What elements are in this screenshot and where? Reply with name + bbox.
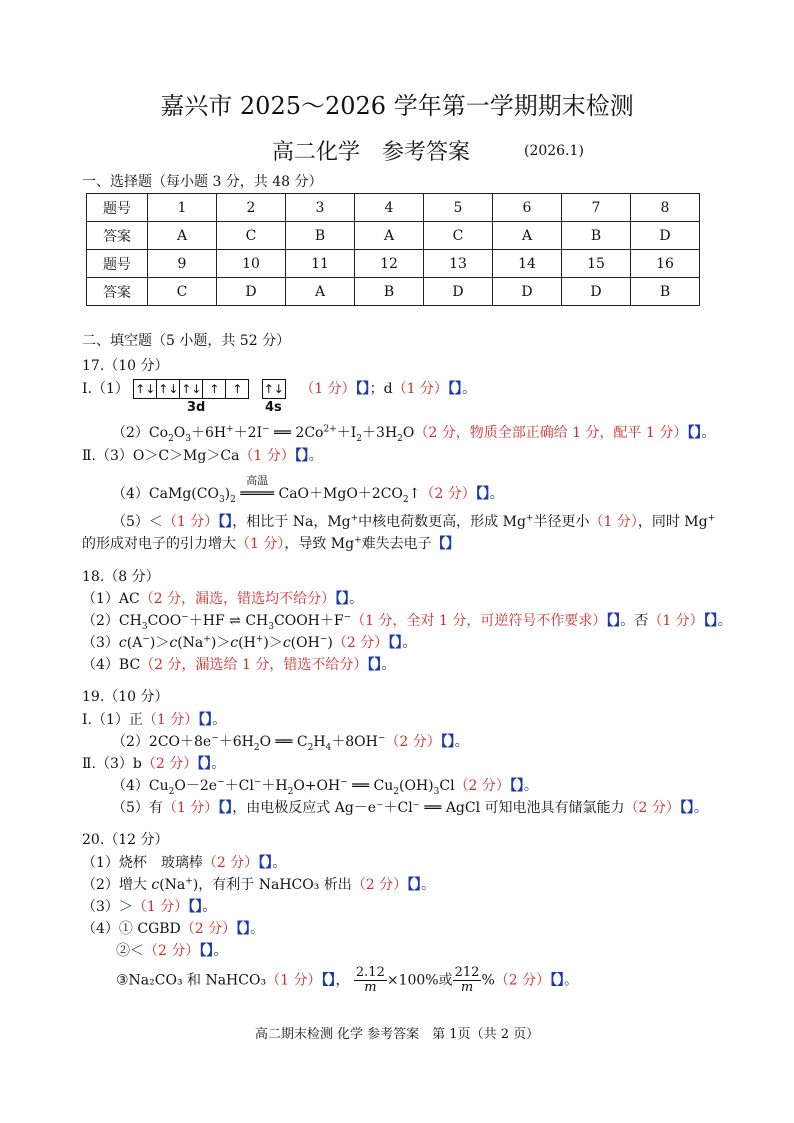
score: （1 分）	[300, 381, 356, 397]
table-cell: 12	[355, 250, 424, 278]
orbital-box-4s	[262, 379, 286, 399]
period: 。	[461, 381, 476, 397]
bracket: 【】	[355, 381, 370, 397]
label-3d: 3d	[187, 400, 206, 415]
q19-part4-label: （4）	[112, 778, 149, 794]
score: （2 分，漏选给 1 分，错选不给分）	[140, 657, 368, 673]
q20-part2-label: （2）增大	[82, 877, 152, 893]
score: （2 分）	[624, 800, 680, 816]
score: （1 分）	[162, 514, 219, 530]
text: 的形成对电子的引力增大	[82, 536, 236, 552]
bracket: 【】	[188, 899, 203, 915]
q20-part3-label: （3）＞	[82, 899, 133, 915]
bracket: 【】	[509, 778, 524, 794]
equation: $Cu_2O-2e^-+Cl^-+H_2O+OH^-$ ══ $Cu_2(OH)_3Cl$	[148, 777, 455, 797]
fraction	[453, 966, 482, 995]
bracket: 【】	[198, 712, 213, 728]
page-title: 嘉兴市 2025～2026 学年第一学期期末检测	[160, 92, 634, 120]
period: 。	[564, 972, 579, 989]
q17-part5: （5）＜（1 分）【】，相比于 Na，Mg+中核电荷数更高，形成 Mg+半径更小（1 分），同时 Mg+	[112, 513, 716, 530]
q17-part1-label: Ⅰ.（1）	[82, 381, 129, 397]
score: （2 分）	[202, 855, 259, 871]
bracket: 【】	[321, 972, 336, 989]
period: 。	[250, 921, 265, 937]
text: ，有利于 NaHCO₃ 析出	[198, 877, 352, 893]
q20-part1-label: （1）烧杯 玻璃棒	[82, 855, 203, 871]
equation: $2CO+8e^-+6H_2O$ ══ $C_2H_4+8OH^-$	[148, 733, 386, 753]
score: （2 分，物质全部正确给 1 分，配平 1 分）	[414, 425, 688, 441]
table-row	[87, 278, 700, 306]
period: 。	[308, 448, 323, 464]
q17-part5-label: （5）＜	[112, 514, 163, 530]
bracket: 【】	[407, 877, 422, 893]
fraction-numerator: 212	[454, 965, 480, 980]
q18-heading: 18.（8 分）	[82, 569, 160, 585]
table-cell-label: 答案	[87, 222, 148, 250]
q20-part4b-label: ②＜	[116, 943, 144, 959]
period: 。	[211, 756, 226, 772]
label-4s: 4s	[265, 400, 282, 415]
period: 。	[701, 425, 716, 441]
table-cell: A	[493, 222, 562, 250]
table-cell: D	[631, 222, 700, 250]
bracket: 【】	[679, 800, 694, 816]
table-cell: B	[286, 222, 355, 250]
q19-heading: 19.（10 分）	[82, 689, 169, 705]
score: （2 分）	[180, 921, 237, 937]
table-cell-label: 答案	[87, 278, 148, 306]
q20-part4b	[116, 940, 227, 960]
bracket: 【】	[475, 486, 490, 502]
q17-part1	[82, 378, 476, 399]
q18-part2	[82, 610, 732, 632]
period: 。	[272, 855, 287, 871]
period: 。	[693, 800, 708, 816]
q20-heading: 20.（12 分）	[82, 832, 169, 848]
table-cell-label: 题号	[87, 250, 148, 278]
text: 半径更小	[533, 514, 590, 530]
period: 。	[421, 877, 436, 893]
q17-heading: 17.（10 分）	[82, 358, 169, 374]
q17-part4-label: （4）	[112, 486, 149, 502]
fraction-denominator: m	[460, 980, 474, 995]
table-cell: D	[424, 278, 493, 306]
q20-part3	[82, 896, 216, 916]
bracket: 【】	[431, 536, 460, 552]
bracket: 【】	[335, 591, 350, 607]
score: （1 分）	[266, 972, 322, 989]
formula: c(Na+)	[151, 876, 199, 893]
table-cell: 11	[286, 250, 355, 278]
text: ，相比于 Na，Mg	[232, 514, 351, 530]
orbital: ↑↓	[263, 382, 284, 396]
text: %	[481, 972, 495, 989]
bracket: 【】	[550, 972, 565, 989]
q17-part2	[112, 422, 715, 444]
q17-part3	[82, 445, 323, 465]
period: 。	[212, 712, 227, 728]
table-cell: A	[148, 222, 217, 250]
text: ×100%或	[386, 972, 453, 989]
table-cell: 7	[562, 194, 631, 222]
q17-part2-label: （2）	[112, 425, 149, 441]
bracket: 【】	[440, 734, 455, 750]
q19-part5-label: （5）有	[112, 800, 163, 816]
table-cell: B	[355, 278, 424, 306]
score: （1 分）	[648, 613, 704, 629]
fraction-denominator: m	[364, 980, 377, 995]
score: （2 分）	[144, 943, 200, 959]
q20-part4c-label: ③Na₂CO₃ 和 NaHCO₃	[116, 972, 267, 989]
score: （1 分）	[589, 514, 638, 530]
equation: $CH_3COO^-+HF$ ⇌ $CH_3COOH+F^-$	[118, 612, 352, 632]
answer-table	[86, 193, 700, 306]
bracket: 【】	[236, 921, 251, 937]
period: 。	[349, 591, 364, 607]
period: 。	[202, 899, 217, 915]
q18-part3	[82, 632, 416, 652]
table-cell-label: 题号	[87, 194, 148, 222]
exam-date: (2026.1)	[524, 143, 584, 159]
page-subtitle: 高二化学 参考答案	[272, 140, 471, 165]
q17-part1-mid: ；d	[369, 381, 393, 397]
table-cell: A	[286, 278, 355, 306]
q19-part4	[112, 775, 538, 797]
bracket: 【】	[447, 381, 462, 397]
period: 。	[402, 635, 417, 651]
period: 。	[213, 943, 228, 959]
q19-part3	[82, 753, 225, 773]
bracket: 【】	[687, 425, 702, 441]
table-cell: 4	[355, 194, 424, 222]
period: 。	[523, 778, 538, 794]
table-cell: 8	[631, 194, 700, 222]
orbital: ↑	[203, 380, 226, 398]
bracket: 【】	[218, 514, 233, 530]
period: 。	[454, 734, 469, 750]
score: （2 分，漏选，错选均不给分）	[139, 591, 336, 607]
score: （2 分）	[351, 877, 408, 893]
table-cell: 13	[424, 250, 493, 278]
score: （1 分）	[132, 899, 189, 915]
score: （1 分，全对 1 分，可逆符号不作要求）	[351, 613, 607, 629]
score: （1 分）	[162, 800, 219, 816]
q19-part1	[82, 709, 226, 729]
score: （2 分）	[385, 734, 441, 750]
text: ，由电极反应式 Ag－e⁻＋Cl⁻ ══ AgCl 可知电池具有储氯能力	[232, 800, 625, 816]
q18-part4-label: （4）BC	[82, 657, 141, 673]
table-cell: 16	[631, 250, 700, 278]
period: 。	[381, 657, 396, 673]
bracket: 【】	[606, 613, 621, 629]
table-cell: C	[148, 278, 217, 306]
fraction	[354, 966, 387, 995]
reaction-condition: 高温	[246, 474, 269, 487]
table-cell: B	[562, 222, 631, 250]
q17-part5-line2: 的形成对电子的引力增大（1 分），导致 Mg+难失去电子【】	[82, 535, 460, 552]
table-cell: C	[424, 222, 493, 250]
section1-heading: 一、选择题（每小题 3 分，共 48 分）	[82, 174, 323, 190]
table-cell: C	[217, 222, 286, 250]
orbital: ↑	[232, 382, 243, 396]
bracket: 【】	[258, 855, 273, 871]
score: （2 分）	[420, 486, 476, 502]
table-row	[87, 250, 700, 278]
orbital: ↑↓	[181, 382, 202, 396]
score: （2 分）	[332, 635, 389, 651]
table-cell: B	[631, 278, 700, 306]
orbital: ↑↓	[135, 382, 156, 396]
q18-part2-label: （2）	[82, 613, 119, 629]
table-cell: 1	[148, 194, 217, 222]
bracket: 【】	[199, 943, 214, 959]
table-row	[87, 222, 700, 250]
score: （1 分）	[142, 712, 199, 728]
table-cell: 3	[286, 194, 355, 222]
text: 。否	[620, 613, 649, 629]
orbital: ↑↓	[158, 382, 179, 396]
bracket: 【】	[197, 756, 212, 772]
orbital-box-3d	[133, 379, 249, 399]
text: ，导致 Mg	[284, 536, 355, 552]
bracket: 【】	[294, 448, 309, 464]
section2-heading: 二、填空题（5 小题，共 52 分）	[82, 333, 291, 349]
fraction-numerator: 2.12	[355, 965, 385, 980]
q18-part4	[82, 654, 395, 674]
q20-part2	[82, 874, 435, 894]
equation: $Co_2O_3+6H^++2I^-$ ══ $2Co^{2+}+I_2+3H_2O$	[148, 424, 415, 444]
score: （1 分）	[239, 448, 295, 464]
table-row	[87, 194, 700, 222]
bracket: 【】	[367, 657, 382, 673]
table-cell: 6	[493, 194, 562, 222]
bracket: 【】	[703, 613, 718, 629]
table-cell: 9	[148, 250, 217, 278]
score: （1 分）	[236, 536, 285, 552]
q18-part3-label: （3）	[82, 635, 119, 651]
table-cell: A	[355, 222, 424, 250]
q18-part1-label: （1）AC	[82, 591, 140, 607]
q19-part2	[112, 731, 469, 753]
text: ，同时 Mg	[637, 514, 708, 530]
table-cell: D	[493, 278, 562, 306]
score: （2 分）	[141, 756, 198, 772]
equation: $CaMg(CO_3)_2$ 高温 ════ $CaO+MgO+2CO_2↑$	[148, 474, 421, 505]
bracket: 【】	[388, 635, 403, 651]
table-cell: 2	[217, 194, 286, 222]
q19-part5	[112, 797, 708, 817]
score: （2 分）	[494, 972, 551, 989]
text: 难失去电子	[361, 536, 432, 552]
equation: c(A−)＞c(Na+)＞c(H+)＞c(OH−)	[118, 634, 333, 651]
table-cell: D	[217, 278, 286, 306]
table-cell: 15	[562, 250, 631, 278]
q20-part4-label: （4）① CGBD	[82, 921, 181, 937]
page-footer: 高二期末检测 化学 参考答案 第 1页（共 2 页）	[254, 1027, 540, 1042]
q20-part1	[82, 852, 286, 872]
q19-part2-label: （2）	[112, 734, 149, 750]
text: 中核电荷数更高，形成 Mg	[358, 514, 526, 530]
table-cell: 10	[217, 250, 286, 278]
period: 。	[717, 613, 732, 629]
q17-part4	[112, 474, 504, 505]
q18-part1	[82, 588, 363, 608]
table-cell: 14	[493, 250, 562, 278]
q20-part4c: ③Na₂CO₃ 和 NaHCO₃（1 分）【】， $\frac{2.12}{m}$ ×100%或 $\frac{212}{m}$ %（2 分）【】。	[116, 965, 579, 995]
q19-part1-label: Ⅰ.（1）正	[82, 712, 143, 728]
score: （2 分）	[454, 778, 510, 794]
q17-part3-label: Ⅱ.（3）O＞C＞Mg＞Ca	[82, 448, 240, 464]
q19-part3-label: Ⅱ.（3）b	[82, 756, 142, 772]
table-cell: 5	[424, 194, 493, 222]
bracket: 【】	[218, 800, 233, 816]
period: 。	[489, 486, 504, 502]
table-cell: D	[562, 278, 631, 306]
score: （1 分）	[392, 381, 448, 397]
q20-part4	[82, 918, 264, 938]
